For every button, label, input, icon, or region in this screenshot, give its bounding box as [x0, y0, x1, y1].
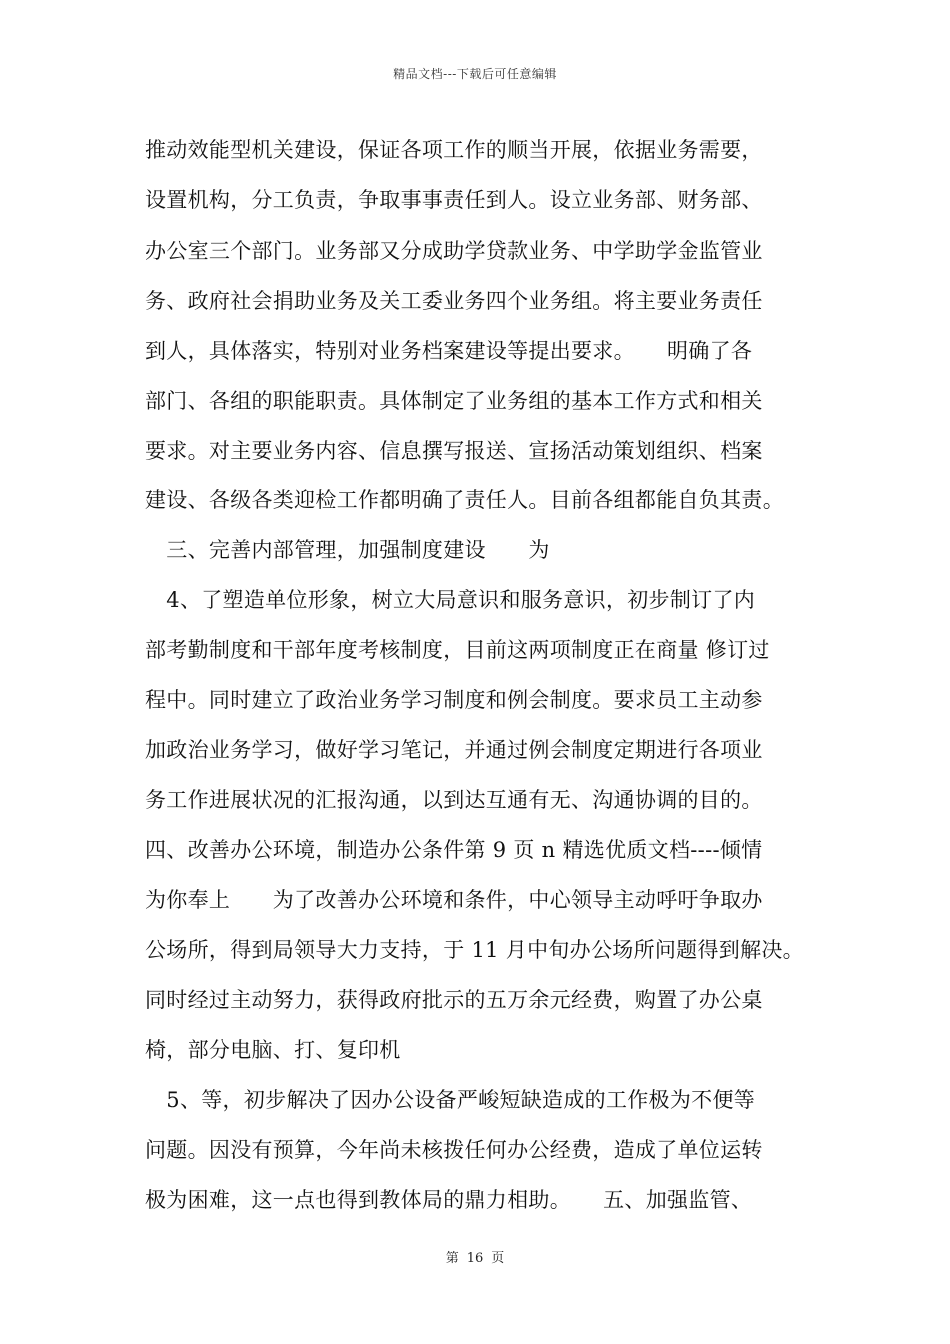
- text-line: 部门、各组的职能职责。具体制定了业务组的基本工作方式和相关: [145, 389, 763, 413]
- text-line: 到人，具体落实，特别对业务档案建设等提出要求。 明确了各: [145, 339, 753, 363]
- text-line: 要求。对主要业务内容、信息撰写报送、宣扬活动策划组织、档案: [145, 439, 763, 463]
- footer-prefix: 第: [445, 1251, 459, 1266]
- text-line: 为你奉上 为了改善办公环境和条件，中心领导主动呼吁争取办: [145, 888, 763, 912]
- text-line: 加政治业务学习，做好学习笔记，并通过例会制度定期进行各项业: [145, 738, 763, 762]
- text-line: 务、政府社会捐助业务及关工委业务四个业务组。将主要业务责任: [145, 289, 763, 313]
- page-footer: [0, 1247, 950, 1266]
- page-number: 16: [466, 1251, 484, 1266]
- text-line: 同时经过主动努力，获得政府批示的五万余元经费，购置了办公桌: [145, 988, 763, 1012]
- text-line: 设置机构，分工负责，争取事事责任到人。设立业务部、财务部、: [145, 188, 763, 212]
- text-line: 建设、各级各类迎检工作都明确了责任人。目前各组都能自负其责。: [145, 488, 784, 512]
- footer-suffix: 页: [491, 1251, 505, 1266]
- text-line: 公场所，得到局领导大力支持，于 11 月中旬办公场所问题得到解决。: [145, 938, 804, 962]
- text-line: 问题。因没有预算，今年尚未核拨任何办公经费，造成了单位运转: [145, 1138, 763, 1162]
- text-line: 程中。同时建立了政治业务学习制度和例会制度。要求员工主动参: [145, 688, 763, 712]
- text-line: 务工作进展状况的汇报沟通，以到达互通有无、沟通协调的目的。: [145, 788, 763, 812]
- text-line: 椅，部分电脑、打、复印机: [145, 1038, 401, 1062]
- text-line: 推动效能型机关建设，保证各项工作的顺当开展，依据业务需要，: [145, 138, 763, 162]
- text-line: 部考勤制度和干部年度考核制度，目前这两项制度正在商量 修订过: [145, 638, 770, 662]
- text-line: 5、等，初步解决了因办公设备严峻短缺造成的工作极为不便等: [145, 1088, 756, 1112]
- text-line: 4、了塑造单位形象，树立大局意识和服务意识，初步制订了内: [145, 588, 756, 612]
- text-line: 极为困难，这一点也得到教体局的鼎力相助。 五、加强监管、: [145, 1188, 753, 1212]
- text-line: 四、改善办公环境，制造办公条件第 9 页 n 精选优质文档----倾情: [145, 838, 763, 862]
- section-heading-line: 三、完善内部管理，加强制度建设 为: [145, 538, 550, 562]
- page-header: 精品文档---下载后可任意编辑: [393, 67, 557, 81]
- text-line: 办公室三个部门。业务部又分成助学贷款业务、中学助学金监管业: [145, 239, 763, 263]
